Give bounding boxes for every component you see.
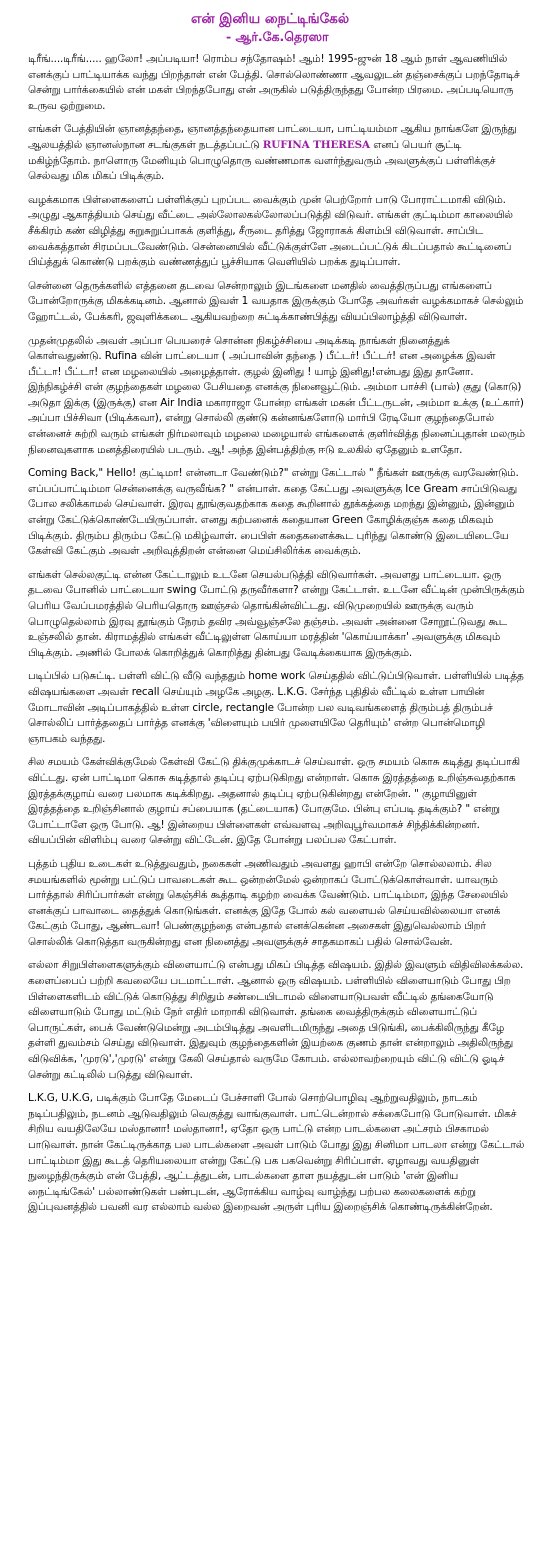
paragraph-10: புத்தம் புதிய உடைகள் உடுத்துவதும், நகைகள் அணிவதும் அவளது ஹாபி என்றே சொல்லலாம். சில சமயங்களில் மூன்று பட்டுப் பாவடைகள் கூட ஒன்றன்மேல் ஒன்றாகப் போட்டுக்கொள்வாள். யாவரும் பார்த்தால் சிரிப்பார்கள் என்று கெஞ்சிக் கூத்தாடி கழற்ற வைக்க வேண்டும். பாட்டிம்மா, இந்த சேலையில் எனக்குப் பாவாடை தைத்துக் கொடுங்கள். எனக்கு இதே போல் கல் வளையல் செய்யவில்லையா எனக் கேட்கும் போது, ஆண்டவா! பெண்குழந்தை என்பதால் எனக்கென்ன அசைகள் இதுவெல்லாம் பிறர் சொல்லிக் கொடுத்தா வருகின்றது என நினைத்து அவளுக்குச் சாதகமாகப் பதில் சொல்வேன். xyxy=(28,857,508,948)
paragraph-5: முதன்முதலில் அவள் அப்பா பெயரைச் சொன்ன நிகழ்ச்சியை அடிக்கடி நாங்கள் நினைத்துக் கொள்வதுண்டு. Rufina வின் பாட்டையா ( அப்பாவின் தந்தை ) பீட்டர்! பீட்டர்! என அழைக்க இவள் பீட்டா! பீட்டா! என மழலையில் அழைத்தாள். குழல் இனிது ! யாழ் இனிது!என்பது இது தானோ. இந்நிகழ்ச்சி என் குழந்தைகள் மழலை பேசியதை எனக்கு நினைவூட்டும். அம்மா பாச்சி (பால்) குது (கொடு) அடுதா இக்கு (இருக்கு) என Air India மகாராஜா போன்ற எங்கள் மகன் பீட்டருடன், அம்மா உக்கு (உட்கார்) அப்பா பிச்சிவா (பிடிக்கவா), என்று சொல்லி குண்டு கன்னங்களோடு மார்பி ரேடியோ குழந்தைபோல் என்னைச் சுற்றி வரும் எங்கள் நிர்மலாவும் மழலை மழையால் எங்களைக் குளிர்வித்த நினைப்புதான் மலரும் நினைவுகளாக மனத்திரையில் படரும். ஆ! அந்த இன்பத்திற்கு ஈடு உலகில் ஏதேனும் உளதோ. xyxy=(28,334,525,456)
paragraph-9: சில சமயம் கேள்விக்குமேல் கேள்வி கேட்டு திக்குமுக்காடச் செய்வாள். ஒரு சமயம் கொசு கடித்து தடிப்பாகி விட்டது. ஏன் பாட்டிமா கொசு கடித்தால் தடிப்பு ஏற்படுகிறது என்றாள். கொசு இரத்தத்தை உறிஞ்சுவதற்காக இரத்தக்குழாய் வரை பலமாக கடிக்கிறது. அதனால் தடிப்பு ஏற்படுகின்றது என்றேன். " குழாயினுள் இரத்தத்தை உறிஞ்சினால் குழாய் சப்பையாக (தட்டையாக) போகுமே. பின்பு எப்படி தடிக்கும்? " என்று போட்டாளே ஒரு போடு. ஆ! இன்றைய பிள்ளைகள் எவ்வளவு அறிவுபூர்வமாகச் சிந்திக்கின்றனர். வியப்பின் விளிம்பு வரை சென்று விட்டேன். இதே போன்று பலப்பல கேட்பாள். xyxy=(28,756,520,847)
paragraph-2-text-end: எனப் பெயர் சூட்டி மகிழ்ந்தோம். நாளொரு மேனியும் பொழுதொரு வண்ணமாக வளர்ந்துவரும் அவளுக்குப் பள்ளிக்குச் செல்வது மிக மிகப் பிடிக்கும். xyxy=(28,138,496,183)
paragraph-3: வழக்கமாக பிள்ளைகளைப் பள்ளிக்குப் புறப்பட வைக்கும் முன் பெற்றோர் பாடு போராட்டமாகி விடும். அழுது ஆகாத்தியம் செய்து வீட்டை அல்லோலகல்லோலப்படுத்தி விடுவர். எங்கள் குட்டிம்மா காலையில் சீக்கிரம் கண் விழித்து சுறுசுறுப்பாகக் குளித்து, சீருடை தரித்து ஜோராகக் கிளம்பி விடுவாள். சாப்பிட வைக்கத்தான் சிரமப்படவேண்டும். சென்னையில் வீட்டுக்குள்ளே அடைப்பட்டுக் கிடப்பதால் கூட்டினைப் பிய்த்துக் கொண்டு பறக்கும் வண்ணத்துப் பூச்சியாக வெளியில் பறக்க துடிப்பாள். xyxy=(28,193,513,269)
article-body xyxy=(0,52,540,1216)
article-author: - ஆர்.கே.தெரஸா xyxy=(226,29,329,44)
paragraph-11: எல்லா சிறுபிள்ளைகளுக்கும் விளையாட்டு என்பது மிகப் பிடித்த விஷயம். இதில் இவளும் விதிவிலக்கல்ல. களைப்பைப் பற்றி கவலையே படமாட்டாள். ஆனால் ஒரு விஷயம். பள்ளியில் விளையாடும் போது பிற பிள்ளைகளிடம் விட்டுக் கொடுத்து சிறிதும் சண்டையிடாமல் விளையாடுபவள் வீட்டில் தங்கையோடு விளையாடும் போது மட்டும் நேர் எதிர் மாறாகி விடுவாள். தங்கை வைத்திருக்கும் விளையாட்டுப் பொருட்கள், பைக் வேண்டுமென்று அடம்பிடித்து அவளிடமிருந்து அதை பிடுங்கி, பைக்கிலிருந்து கீழே தள்ளி துவம்சம் செய்து விடுவாள். இதுவும் குழந்தைகளின் இயற்கை குணம் தான் என்றாலும் அதிலிருந்து விடுவிக்க, 'முரடு','முரடு' என்று கேலி செய்தால் வருமே கோபம். எல்லாவற்றையும் விட்டு விட்டு ஓடிச் சென்று கட்டிலில் படுத்து விடுவாள். xyxy=(28,959,524,1081)
paragraph-7: எங்கள் செல்லகுட்டி என்ன கேட்டாலும் உடனே செயல்படுத்தி விடுவார்கள். அவளது பாட்டையா. ஒரு தடவை போனில் பாட்டையா swing போட்டு தருவீர்களா? என்று கேட்டாள். உடனே வீட்டின் முன்பிருக்கும் பெரிய வேப்பமரத்தில் பெரியதொரு ஊஞ்சல் தொங்கின்விட்டது. விடுமுறையில் ஊருக்கு வரும் பொழுதெல்லாம் இரவு தூங்கும் நேரம் தவிர அவ்வூஞ்சலே தஞ்சம். அவள் அன்னை சோறூட்டுவது கூட உஞ்சலில் தான். கிராமத்தில் எங்கள் வீட்டிலுள்ள கொய்யா மரத்தின் 'கொய்யாக்கா' அவளுக்கு மிகவும் பிடிக்கும். அணில் போலக் கொறித்துக் கொறித்து தின்பது வேடிக்கையாக இருக்கும். xyxy=(28,568,525,659)
paragraph-2 xyxy=(28,122,526,184)
paragraph-6: Coming Back," Hello! குட்டிமா! என்னடா வேண்டும்?" என்று கேட்டால் " நீங்கள் ஊருக்கு வரவேண்டும். எப்பப்பாட்டிம்மா சென்னைக்கு வருவீங்க? " என்பாள். கதை கேட்பது அவளுக்கு Ice Gream சாப்பிடுவது போல சலிக்காமல் செய்வாள். இரவு தூங்குவதற்காக கதை கூறினால் தூக்கத்தை மறந்து இன்னும், இன்னும் என்று கேட்டுக்கொண்டேயிருப்பாள். எனது கற்பனைக் கதையான Green கோழிக்குஞ்சு கதை மிகவும் பிடிக்கும். திரும்ப திரும்ப கேட்டு மகிழ்வாள். பைபிள் கதைகளைக்கூட புரிந்து கொண்டு இடையிடையே கேள்வி கேட்கும் அவள் அறிவுத்திறன் என்னை மெய்சிலிர்க்க வைக்கும். xyxy=(28,467,519,558)
baby-name-highlight: RUFINA THERESA xyxy=(262,138,371,151)
paragraph-4: சென்னை தெருக்களில் எத்தனை தடவை சென்றாலும் இடங்களை மனதில் வைத்திருப்பது எங்களைப் போன்றோருக்கு மிகக்கடினம். ஆனால் இவள் 1 வயதாக இருக்கும் போதே அவர்கள் வழக்கமாகச் செல்லும் ஹோட்டல், பேக்கரி, ஜவுளிக்கடை ஆகியவற்றை சுட்டிக்காண்பித்து வியப்பிலாழ்த்தி விடுவாள். xyxy=(28,279,524,323)
paragraph-2-text-start: எங்கள் பேத்தியின் ஞானத்தந்தை, ஞானத்தந்தையான பாட்டையா, பாட்டியம்மா ஆகிய நாங்களே இருந்து ஆலயத்தில் ஞானஸ்நான சடங்குகள் நடத்தப்பட்டு xyxy=(28,123,517,151)
paragraph-8: படிப்பில் படுசுட்டி. பள்ளி விட்டு வீடு வந்ததும் home work செய்ததில் விட்டுப்பிடுவாள். பள்ளியில் படித்த விஷயங்களை அவள் recall செய்யும் அழகே அழகு. L.K.G. சேர்ந்த புதிதில் வீட்டில் உள்ள பாயின் மோடாவின் அடிப்பாகத்தில் உள்ள circle, rectangle போன்ற பல வடிவங்களைத் திரும்பத் திரும்பச் சொல்லிப் பார்த்ததைப் பார்த்த எனக்கு 'விளையும் பயிர் முளையிலே தெரியும்' என்ற பொன்மொழி ஞாபகம் வந்தது. xyxy=(28,670,524,745)
paragraph-1: டிரீங்....டிரீங்..... ஹலோ! அப்படியா! ரொம்ப சந்தோஷம்! ஆம்! 1995-ஜுன் 18 ஆம் நாள் ஆவணியில் எனக்குப் பாட்டியாக்க வந்து பிறந்தாள் என் பேத்தி. சொல்லொண்ணா ஆவலுடன் தஞ்சைக்குப் பறந்தோடிச் சென்று பார்க்கையில் என் மகள் பிறந்தபோது என் அருகில் படுத்திருந்தது போன்ற பிரமை. அப்படியொரு உருவ ஒற்றுமை. xyxy=(28,53,520,112)
paragraph-12: L.K.G, U.K.G, படிக்கும் போதே மேடைப் பேச்சாளி போல் சொற்பொழிவு ஆற்றுவதிலும், நாடகம் நடிப்பதிலும், நடனம் ஆடுவதிலும் வெகுத்து வாங்குவாள். பாட்டென்றால் சக்கைபோடு போடுவாள். மிகச் சிறிய வயதிலேயே மஸ்தானா! மஸ்தானா!, ஏதோ ஒரு பாட்டு என்ற பாடல்களை அட்சரம் பிசகாமல் பாடுவாள். நான் கேட்டிருக்காத பல பாடல்களை அவள் பாடும் போது இது சினிமா பாடலா என்று கேட்டால் பாட்டிம்மா இது கூடத் தெரியலையா என்று கேட்டு பக பகவென்று சிரிப்பாள். ஏழாவது வயதினுள் நுழைந்திருக்கும் என் பேத்தி, ஆட்டத்துடன், பாடல்களை தாள நயத்துடன் பாடும் 'என் இனிய நைட்டிங்கேல்' பல்லாண்டுகள் பண்புடன், ஆரோக்கிய வாழ்வு வாழ்ந்து பற்பல கலைகளைக் கற்று இப்புவனத்தில் பவனி வர எல்லாம் வல்ல இறைவன் அருள் புரிய இறைஞ்சிக் கொண்டிருக்கின்றேன். xyxy=(28,1092,525,1214)
article-title: என் இனிய நைட்டிங்கேல் xyxy=(190,11,350,27)
